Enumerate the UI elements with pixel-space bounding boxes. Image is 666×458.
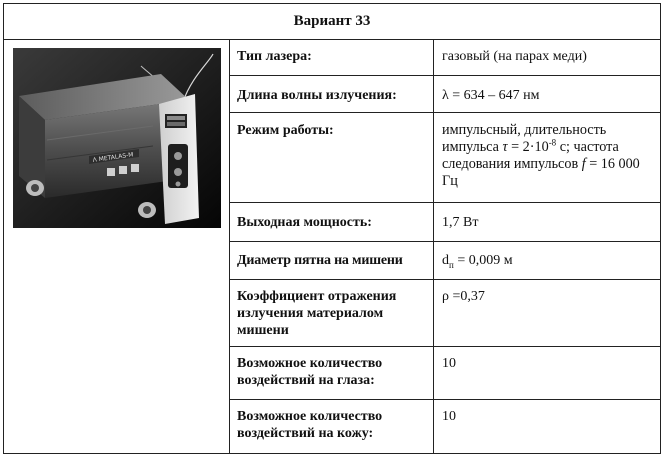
row-skin-exposures xyxy=(230,400,660,453)
row-value: 10 xyxy=(442,409,456,424)
laser-device-photo xyxy=(13,48,221,228)
row-spot-diameter xyxy=(230,242,660,280)
row-output-power xyxy=(230,203,660,242)
row-operating-mode xyxy=(230,113,660,203)
row-label: Возможное количество воздействий на глаза: xyxy=(230,347,434,399)
brand-label: Λ METALAS-M xyxy=(92,151,134,164)
row-wavelength xyxy=(230,76,660,113)
row-eye-exposures xyxy=(230,347,660,400)
row-label: Возможное количество воздействий на кожу: xyxy=(230,400,434,453)
row-laser-type xyxy=(230,40,660,76)
device-knob-2 xyxy=(119,166,127,174)
row-value: импульсный, длительность импульса $\tau = 2\cdot 10^{-8}$ с; частота следования импульсов f = 16 000 Гц xyxy=(442,122,640,189)
row-label: Режим работы: xyxy=(230,113,434,202)
row-value: 1,7 Вт xyxy=(442,215,479,230)
row-value: $d_п = 0,009$ м xyxy=(442,253,513,270)
device-knob-1 xyxy=(107,168,115,176)
device-knob-3 xyxy=(131,164,139,172)
row-label: Коэффициент отражения излучения материалом мишени xyxy=(230,280,434,346)
row-label: Длина волны излучения: xyxy=(230,76,434,112)
variant-title: Вариант 33 xyxy=(4,4,660,40)
row-value: λ = 634 – 647 нм xyxy=(442,88,540,103)
row-reflection-coefficient xyxy=(230,280,660,347)
row-label: Диаметр пятна на мишени xyxy=(230,242,434,279)
row-label: Тип лазера: xyxy=(230,40,434,75)
row-label: Выходная мощность: xyxy=(230,203,434,241)
variant-table xyxy=(3,3,661,454)
row-value: ρ =0,37 xyxy=(442,289,485,304)
row-value: 10 xyxy=(442,356,456,371)
row-value: газовый (на парах меди) xyxy=(442,49,587,64)
photo-cell xyxy=(4,40,230,453)
